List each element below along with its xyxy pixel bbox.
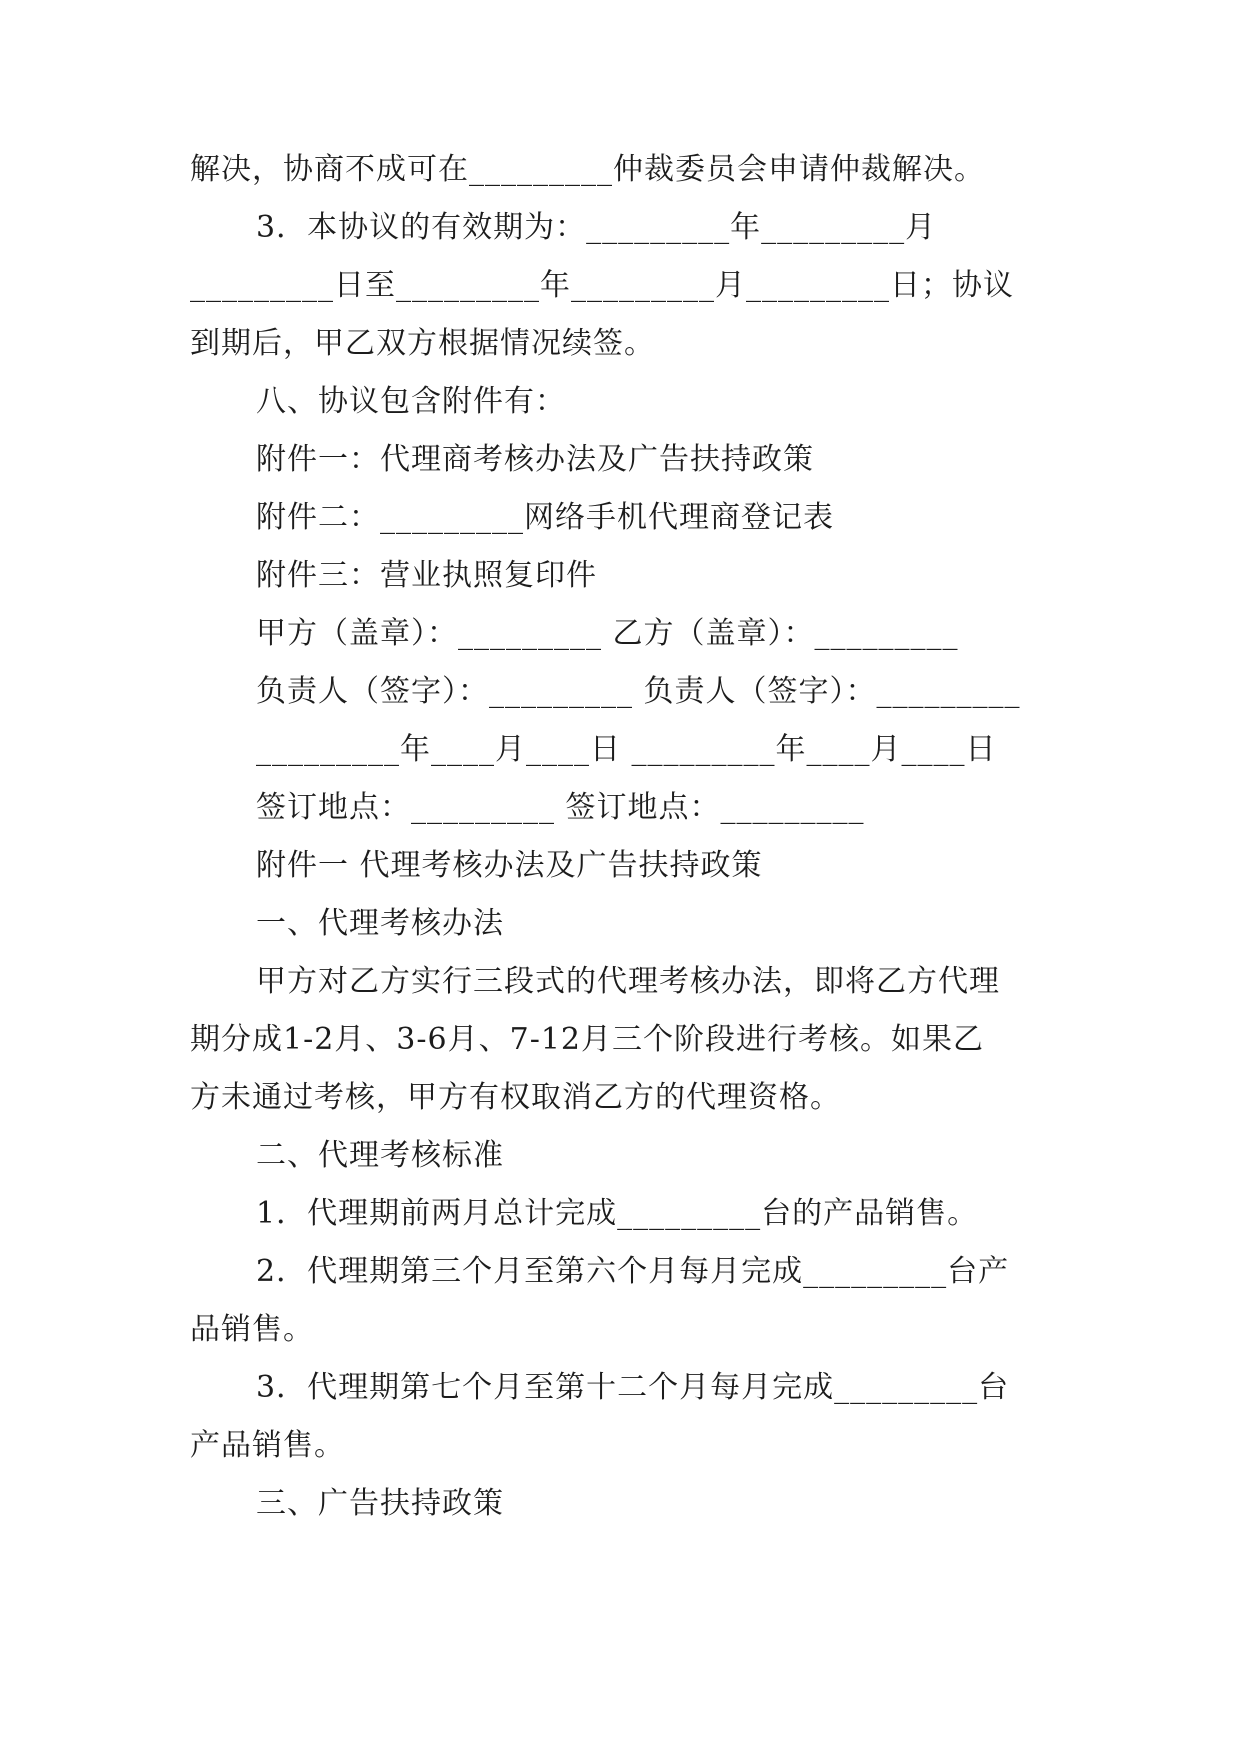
text-line: 甲方对乙方实行三段式的代理考核办法，即将乙方代理 — [256, 964, 1000, 999]
section-heading: 附件一 代理考核办法及广告扶持政策 — [256, 848, 763, 883]
date-line: _________年____月____日 _________年____月____日 — [256, 732, 997, 767]
text-line: 解决，协商不成可在_________仲裁委员会申请仲裁解决。 — [190, 152, 985, 187]
text-line: _________日至_________年_________月_________日；协议 — [190, 268, 1014, 303]
text-line: 附件二：_________网络手机代理商登记表 — [256, 500, 834, 535]
text-line: 期分成1-2月、3-6月、7-12月三个阶段进行考核。如果乙 — [190, 1022, 985, 1057]
location-line: 签订地点：_________ 签订地点：_________ — [256, 790, 865, 825]
text-line: 附件一：代理商考核办法及广告扶持政策 — [256, 442, 814, 477]
section-heading: 一、代理考核办法 — [256, 906, 504, 941]
text-line: 3．代理期第七个月至第十二个月每月完成_________台 — [256, 1370, 1010, 1405]
text-line: 到期后，甲乙双方根据情况续签。 — [190, 326, 655, 361]
section-heading: 三、广告扶持政策 — [256, 1486, 504, 1521]
section-heading: 八、协议包含附件有： — [256, 384, 566, 419]
signature-line: 负责人（签字）：_________ 负责人（签字）：_________ — [256, 674, 1021, 709]
text-line: 品销售。 — [190, 1312, 314, 1347]
text-line: 2．代理期第三个月至第六个月每月完成_________台产 — [256, 1254, 1010, 1289]
section-heading: 二、代理考核标准 — [256, 1138, 504, 1173]
text-line: 1．代理期前两月总计完成_________台的产品销售。 — [256, 1196, 979, 1231]
text-line: 产品销售。 — [190, 1428, 345, 1463]
text-line: 方未通过考核，甲方有权取消乙方的代理资格。 — [190, 1080, 841, 1115]
text-line: 附件三：营业执照复印件 — [256, 558, 597, 593]
text-line: 3．本协议的有效期为：_________年_________月 — [256, 210, 937, 245]
signature-line: 甲方（盖章）：_________ 乙方（盖章）：_________ — [256, 616, 959, 651]
